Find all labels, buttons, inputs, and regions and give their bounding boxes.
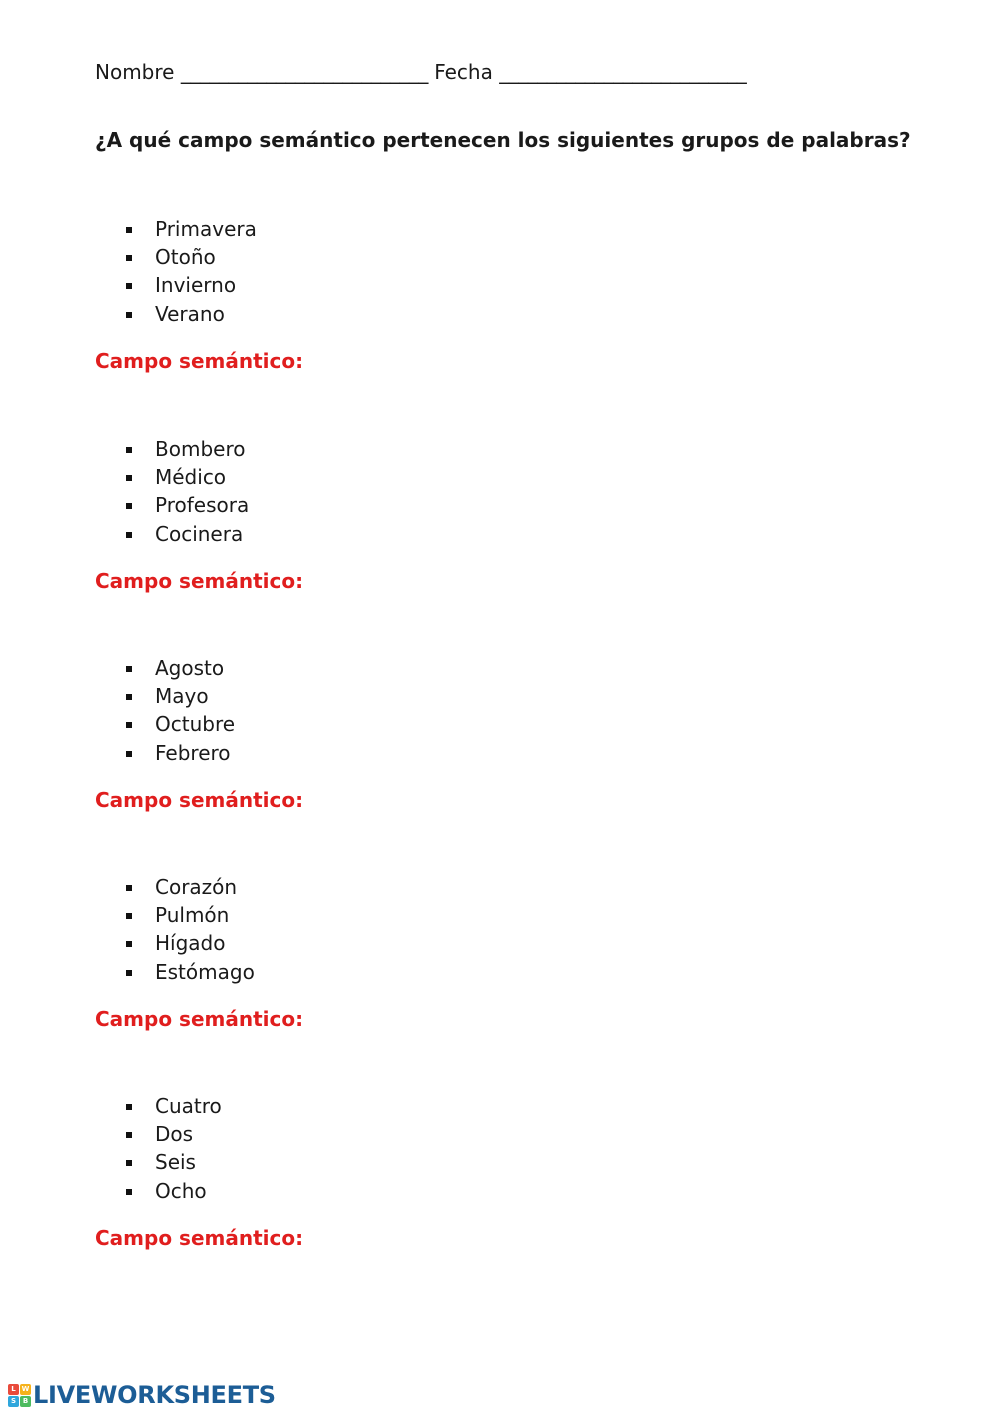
campo-semantico-label: Campo semántico: [95, 1006, 304, 1031]
list-item [95, 710, 303, 738]
word-group-3 [95, 654, 303, 814]
word-text: Verano [155, 301, 225, 326]
logo-block: S [8, 1396, 19, 1407]
word-list [95, 654, 303, 767]
word-text: Octubre [155, 712, 236, 737]
list-item [95, 1120, 303, 1148]
list-item [95, 958, 303, 986]
word-group-5 [95, 1092, 303, 1252]
name-date-line [95, 58, 746, 86]
list-item [95, 654, 303, 682]
word-text: Mayo [155, 684, 209, 709]
word-text: Seis [155, 1150, 196, 1175]
square-bullet-icon [126, 694, 132, 700]
square-bullet-icon [126, 503, 132, 509]
list-item [95, 682, 303, 710]
square-bullet-icon [126, 1189, 132, 1195]
square-bullet-icon [126, 1160, 132, 1166]
list-item [95, 1092, 303, 1120]
campo-semantico-label: Campo semántico: [95, 348, 304, 373]
word-text: Corazón [155, 875, 238, 899]
word-text: Agosto [155, 656, 225, 680]
word-text: Otoño [155, 245, 216, 270]
square-bullet-icon [126, 885, 132, 891]
word-text: Hígado [155, 931, 226, 956]
square-bullet-icon [126, 722, 132, 728]
square-bullet-icon [126, 475, 132, 481]
name-field[interactable]: __________________________ [180, 60, 428, 84]
list-item [95, 491, 303, 519]
word-list [95, 215, 303, 328]
word-group-1 [95, 215, 303, 375]
square-bullet-icon [126, 751, 132, 757]
list-item [95, 271, 303, 299]
list-item [95, 435, 303, 463]
list-item [95, 1148, 303, 1176]
logo-block: L [8, 1384, 19, 1395]
logo-block: W [21, 1384, 30, 1393]
square-bullet-icon [126, 1104, 132, 1110]
square-bullet-icon [126, 1132, 132, 1138]
square-bullet-icon [126, 227, 132, 233]
logo-text: LIVEWORKSHEETS [33, 1381, 276, 1409]
square-bullet-icon [126, 447, 132, 453]
word-group-2 [95, 435, 303, 595]
square-bullet-icon [126, 532, 132, 538]
square-bullet-icon [126, 666, 132, 672]
list-item [95, 215, 303, 243]
square-bullet-icon [126, 312, 132, 318]
word-text: Médico [155, 465, 227, 490]
list-item [95, 300, 303, 328]
word-text: Bombero [155, 437, 246, 461]
word-text: Cuatro [155, 1094, 222, 1118]
word-group-4 [95, 873, 303, 1033]
list-item [95, 243, 303, 271]
word-text: Dos [155, 1122, 194, 1147]
word-text: Febrero [155, 740, 231, 765]
word-text: Pulmón [155, 903, 230, 928]
word-list [95, 873, 303, 986]
list-item [95, 1177, 303, 1205]
list-item [95, 739, 303, 767]
campo-semantico-label: Campo semántico: [95, 1225, 304, 1250]
date-label: Fecha [434, 60, 493, 84]
list-item [95, 520, 303, 548]
square-bullet-icon [126, 255, 132, 261]
word-text: Estómago [155, 959, 255, 984]
question-heading: ¿A qué campo semántico pertenecen los siguientes grupos de palabras? [95, 128, 911, 152]
list-item [95, 929, 303, 957]
word-text: Ocho [155, 1178, 207, 1203]
word-text: Cocinera [155, 521, 244, 546]
word-list [95, 1092, 303, 1205]
word-list [95, 435, 303, 548]
word-text: Primavera [155, 217, 257, 241]
logo-blocks-icon [8, 1384, 31, 1407]
square-bullet-icon [126, 970, 132, 976]
date-field[interactable]: __________________________ [499, 60, 747, 84]
campo-semantico-label: Campo semántico: [95, 568, 304, 593]
list-item [95, 873, 303, 901]
square-bullet-icon [126, 941, 132, 947]
name-label: Nombre [95, 60, 175, 84]
list-item [95, 901, 303, 929]
campo-semantico-label: Campo semántico: [95, 787, 304, 812]
logo-block: B [20, 1396, 31, 1407]
word-text: Invierno [155, 273, 237, 298]
liveworksheets-logo[interactable] [8, 1380, 276, 1410]
list-item [95, 463, 303, 491]
word-text: Profesora [155, 493, 250, 518]
square-bullet-icon [126, 913, 132, 919]
square-bullet-icon [126, 283, 132, 289]
